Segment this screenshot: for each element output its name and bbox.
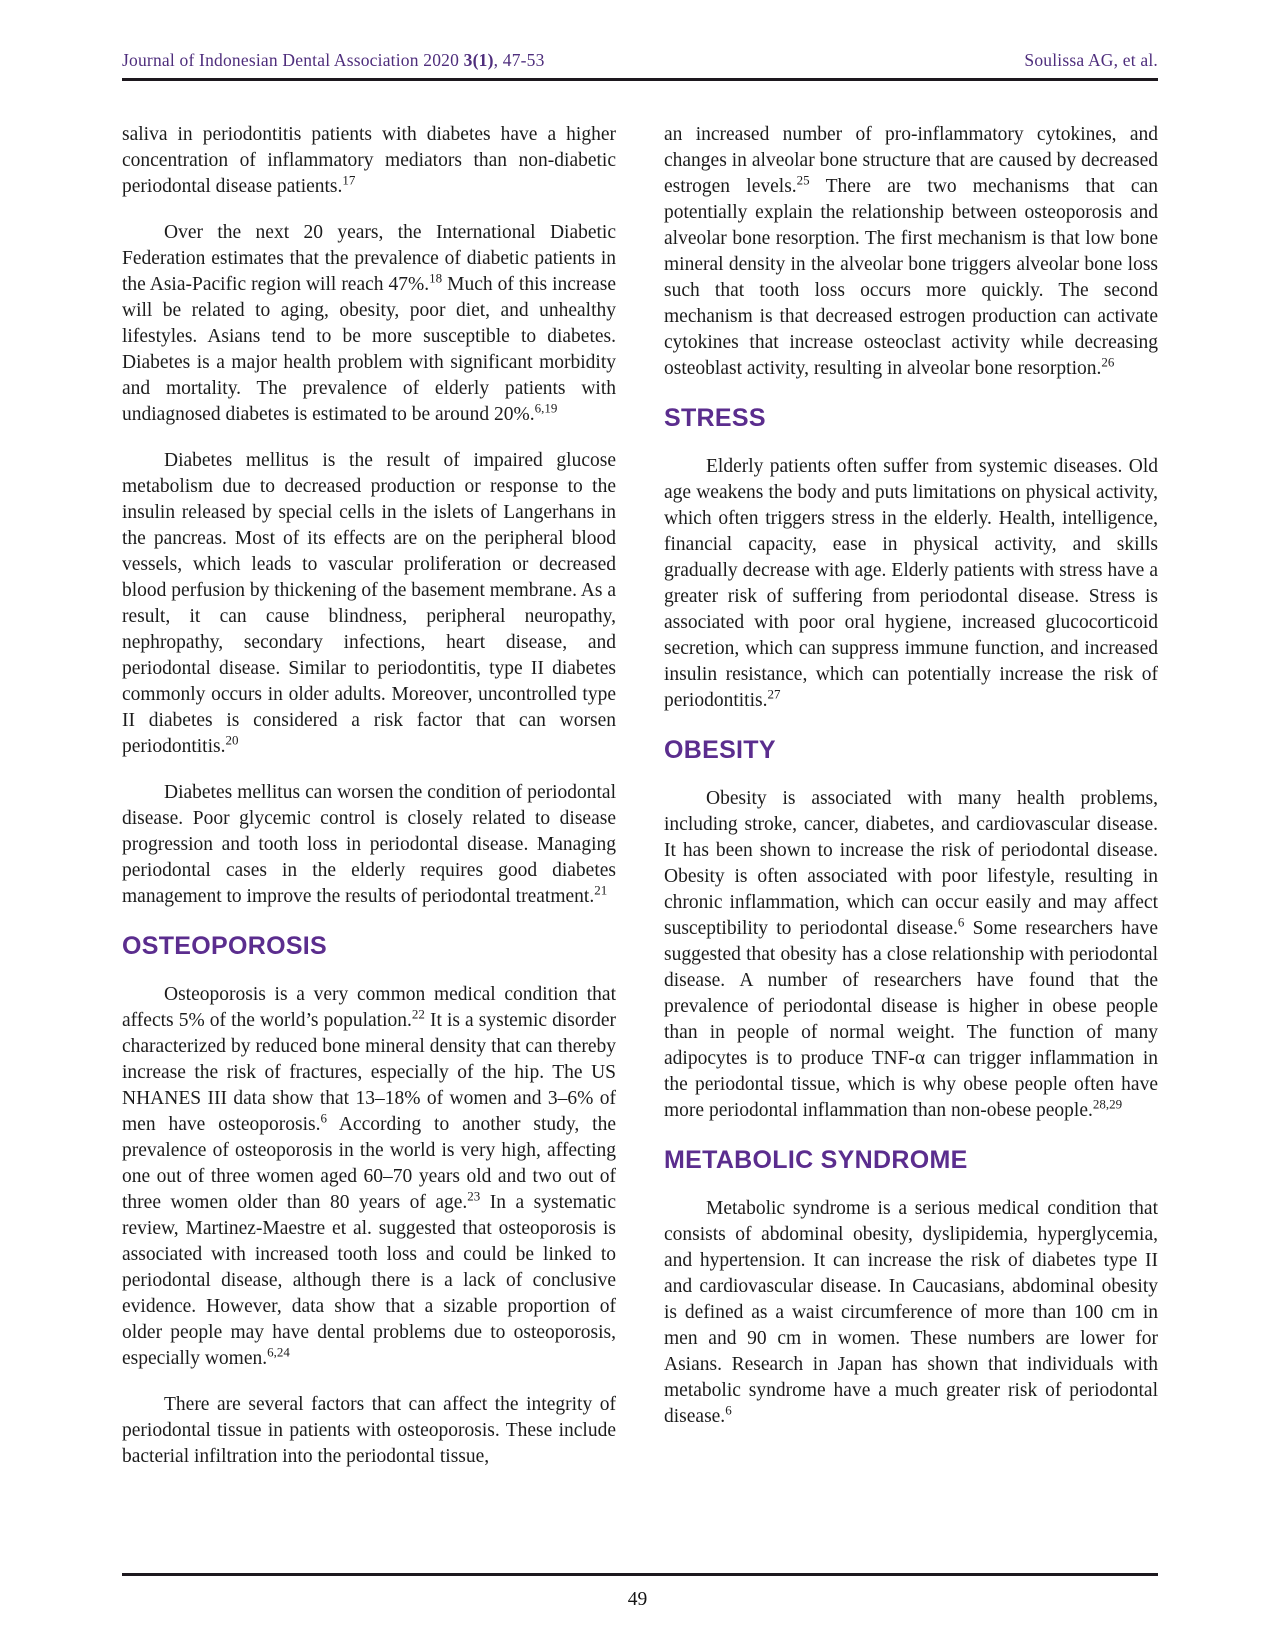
- paragraph: saliva in periodontitis patients with diabetes have a higher concentration of inflammatory mediators than non-diabetic periodontal disease patients.$^{17}$: [122, 124, 616, 197]
- reference-superscript: 6,19: [534, 400, 558, 416]
- paragraph: Diabetes mellitus is the result of impaired glucose metabolism due to decreased production or response to the insulin released by special cells in the islets of Langerhans in the pancreas. Most of its effects are on the peripheral blood vessels, which leads to vascular proliferation or decreased blood perfusion by thickening of the basement membrane. As a result, it can cause blindness, peripheral neuropathy, nephropathy, secondary infections, heart disease, and periodontal disease. Similar to periodontitis, type II diabetes commonly occurs in older adults. Moreover, uncontrolled type II diabetes is considered a risk factor that can worsen periodontitis.$^{20}$: [122, 450, 616, 757]
- reference-superscript: 26: [1101, 354, 1115, 370]
- reference-superscript: 22: [411, 1006, 425, 1022]
- paragraph: Osteoporosis is a very common medical condition that affects 5% of the world’s population.$^{22}$ It is a systemic disorder characterized by reduced bone mineral density that can thereby increase the risk of fractures, especially of the hip. The US NHANES III data show that 13–18% of women and 3–6% of men have osteoporosis.$^6$ According to another study, the prevalence of osteoporosis in the world is very high, affecting one out of three women aged 60–70 years old and two out of three women older than 80 years of age.$^{23}$ In a systematic review, Martinez-Maestre et al. suggested that osteoporosis is associated with increased tooth loss and could be linked to periodontal disease, although there is a lack of conclusive evidence. However, data show that a sizable proportion of older people may have dental problems due to osteoporosis, especially women.$^{6,24}$: [122, 984, 617, 1369]
- reference-superscript: 28,29: [1092, 1096, 1123, 1112]
- reference-superscript: 23: [467, 1188, 481, 1204]
- reference-superscript: 27: [767, 686, 781, 702]
- header-rule: [122, 78, 1158, 81]
- running-authors: Soulissa AG, et al.: [1024, 50, 1158, 70]
- reference-superscript: 20: [225, 732, 239, 748]
- citation-pages: , 47-53: [493, 50, 545, 70]
- reference-superscript: 6: [320, 1110, 328, 1126]
- section-heading: OBESITY: [664, 736, 776, 764]
- paragraph: Obesity is associated with many health problems, including stroke, cancer, diabetes, and cardiovascular disease. It has been shown to increase the risk of periodontal disease. Obesity is often associated with poor lifestyle, resulting in chronic inflammation, which can occur easily and may affect susceptibility to periodontal disease.$^6$ Some researchers have suggested that obesity has a close relationship with periodontal disease. A number of researchers have found that the prevalence of periodontal disease is higher in obese people than in people of normal weight. The function of many adipocytes is to produce TNF-α can trigger inflammation in the periodontal tissue, which is why obese people often have more periodontal inflammation than non-obese people.$^{28,29}$: [664, 788, 1158, 1121]
- reference-superscript: 6: [725, 1402, 732, 1418]
- reference-superscript: 6,24: [267, 1344, 290, 1360]
- paragraph: Elderly patients often suffer from systemic diseases. Old age weakens the body and puts limitations on physical activity, which often triggers stress in the elderly. Health, intelligence, financial capacity, ease in physical activity, and skills gradually decrease with age. Elderly patients with stress have a greater risk of suffering from periodontal disease. Stress is associated with poor oral hygiene, increased glucocorticoid secretion, which can suppress immune function, and increased insulin resistance, which can potentially increase the risk of periodontitis.$^{27}$: [664, 456, 1158, 711]
- reference-superscript: 6: [957, 914, 965, 930]
- page-number: 49: [627, 1589, 648, 1610]
- article-body: [122, 122, 1158, 1490]
- left-column: [122, 122, 616, 1490]
- reference-superscript: 21: [594, 882, 608, 898]
- paragraph: an increased number of pro-inflammatory cytokines, and changes in alveolar bone structure that are caused by decreased estrogen levels.$^{25}$ There are two mechanisms that can potentially explain the relationship between osteoporosis and alveolar bone resorption. The first mechanism is that low bone mineral density in the alveolar bone triggers alveolar bone loss such that tooth loss occurs more quickly. The second mechanism is that decreased estrogen production can activate cytokines that increase osteoclast activity while decreasing osteoblast activity, resulting in alveolar bone resorption.$^{26}$: [664, 124, 1158, 379]
- paragraph: Diabetes mellitus can worsen the condition of periodontal disease. Poor glycemic control is closely related to disease progression and tooth loss in periodontal disease. Managing periodontal cases in the elderly requires good diabetes management to improve the results of periodontal treatment.$^{21}$: [122, 782, 616, 907]
- page-header: [122, 50, 1158, 71]
- reference-superscript: 17: [342, 172, 356, 188]
- paragraph: There are several factors that can affect the integrity of periodontal tissue in patients with osteoporosis. These include bacterial infiltration into the periodontal tissue,: [122, 1394, 616, 1467]
- footer-rule: [122, 1573, 1158, 1576]
- section-heading: STRESS: [664, 404, 766, 432]
- paragraph: Over the next 20 years, the International Diabetic Federation estimates that the prevalence of diabetic patients in the Asia-Pacific region will reach 47%.$^{18}$ Much of this increase will be related to aging, obesity, poor diet, and unhealthy lifestyles. Asians tend to be more susceptible to diabetes. Diabetes is a major health problem with significant morbidity and mortality. The prevalence of elderly patients with undiagnosed diabetes is estimated to be around 20%.$^{6,19}$: [122, 222, 616, 425]
- section-heading: METABOLIC SYNDROME: [664, 1146, 968, 1174]
- section-heading: OSTEOPOROSIS: [122, 932, 328, 960]
- paragraph: Metabolic syndrome is a serious medical condition that consists of abdominal obesity, dyslipidemia, hyperglycemia, and hypertension. It can increase the risk of diabetes type II and cardiovascular disease. In Caucasians, abdominal obesity is defined as a waist circumference of more than 100 cm in men and 90 cm in women. These numbers are lower for Asians. Research in Japan has shown that individuals with metabolic syndrome have a much greater risk of periodontal disease.$^6$: [664, 1198, 1158, 1427]
- journal-citation: [122, 50, 545, 71]
- right-column: [664, 122, 1158, 1490]
- citation-text: Journal of Indonesian Dental Association 2020: [122, 50, 464, 70]
- citation-volume-issue: 3(1): [463, 50, 494, 70]
- reference-superscript: 18: [429, 270, 443, 286]
- reference-superscript: 25: [796, 172, 810, 188]
